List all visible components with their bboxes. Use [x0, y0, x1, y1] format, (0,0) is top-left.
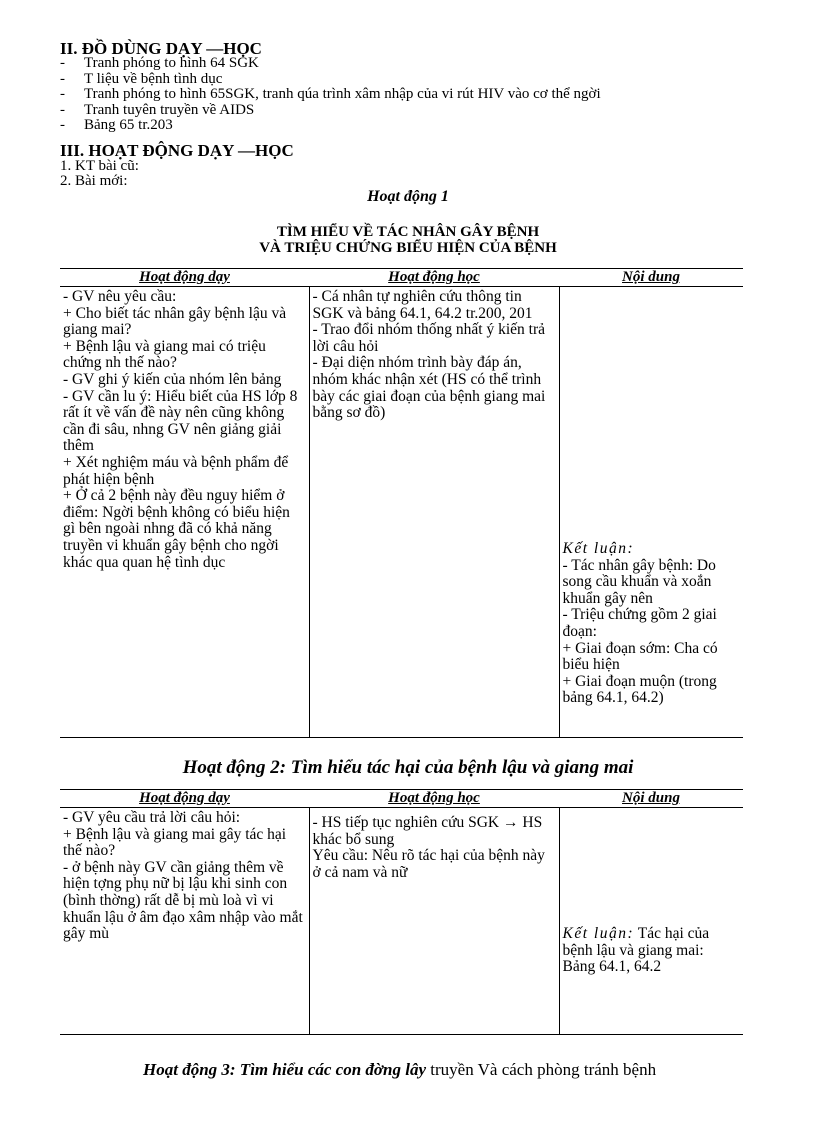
student-activities-cell: - Cá nhân tự nghiên cứu thông tin SGK và bảng 64.1, 64.2 tr.200, 201 - Trao đổi nhóm thống nhất ý kiến trả lời câu hỏi - Đại diện nhóm trình bày đáp án, nhóm khác nhận xét (HS có thể trình bày các giai đoạn của bệnh giang mai bằng sơ đồ)	[309, 287, 559, 738]
list-item: - Tranh tuyên truyền về AIDS	[60, 101, 255, 118]
content-cell: Kết luận: - Tác nhân gây bệnh: Do song cầu khuẩn và xoắn khuẩn gây nên - Triệu chứng gồm 2 giai đoạn: + Giai đoạn sớm: Cha có biểu hiện + Giai đoạn muộn (trong bảng 64.1, 64.2)	[559, 287, 743, 738]
materials-list	[60, 56, 601, 134]
section-2-title: II. ĐỒ DÙNG DẠY —HỌC	[60, 39, 262, 58]
activity-3-heading: Hoạt động 3: Tìm hiểu các con đờng lây truyền Và cách phòng tránh bệnh	[143, 1060, 657, 1079]
activity-2-heading: Hoạt động 2: Tìm hiểu tác hại của bệnh lậu và giang mai	[182, 757, 634, 778]
list-item: - Tranh phóng to hình 64 SGK	[60, 55, 259, 71]
activity-1-title-line2: VÀ TRIỆU CHỨNG BIỂU HIỆN CỦA BỆNH	[259, 240, 557, 256]
col-header-teaching: Hoạt động dạy	[60, 790, 309, 808]
conclusion-label: Kết luận:	[562, 925, 635, 942]
section-3-title: III. HOẠT ĐỘNG DẠY —HỌC	[60, 141, 294, 160]
col-header-content: Nội dung	[559, 790, 743, 808]
col-header-learning: Hoạt động học	[309, 790, 559, 808]
activity-2-table	[60, 789, 743, 1035]
table-header-row	[60, 790, 743, 808]
list-item: - T liệu về bệnh tình dục	[60, 70, 223, 87]
activity-1-title-line1: TÌM HIỂU VỀ TÁC NHÂN GÂY BỆNH	[276, 224, 540, 240]
col-header-teaching: Hoạt động dạy	[60, 269, 309, 287]
col-header-content: Nội dung	[559, 269, 743, 287]
col-header-learning: Hoạt động học	[309, 269, 559, 287]
activity-1-table	[60, 268, 743, 738]
list-item: - Tranh phóng to hình 65SGK, tranh qúa trình xâm nhập của vi rút HIV vào cơ thể ngời	[60, 86, 601, 103]
table-row	[60, 808, 743, 1035]
new-lesson: 2. Bài mới:	[60, 173, 128, 189]
list-item: - Bảng 65 tr.203	[60, 117, 173, 134]
table-header-row	[60, 269, 743, 287]
old-lesson-check: 1. KT bài cũ:	[60, 158, 139, 174]
conclusion-label: Kết luận:	[562, 540, 635, 557]
table-row	[60, 287, 743, 738]
teacher-activities-cell: - GV nêu yêu cầu: + Cho biết tác nhân gây bệnh lậu và giang mai? + Bệnh lậu và giang mai có triệu chứng nh thế nào? - GV ghi ý kiến của nhóm lên bảng - GV cần lu ý: Hiểu biết của HS lớp 8 rất ít về vấn đề này nên cũng không cần đi sâu, nhng GV nên giảng giải thêm + Xét nghiệm máu và bệnh phẩm để phát hiện bệnh + Ở cả 2 bệnh này đều nguy hiểm ở điểm: Ngời bệnh không có biểu hiện gì bên ngoài nhng đã có khả năng truyền vi khuẩn gây bệnh cho ngời khác qua quan hệ tình dục	[60, 287, 309, 738]
teacher-activities-cell: - GV yêu cầu trả lời câu hỏi: + Bệnh lậu và giang mai gây tác hại thế nào? - ở bệnh này GV cần giảng thêm về hiện tợng phụ nữ bị lậu khi sinh con (bình thờng) rất dễ bị mù loà vì vi khuẩn lậu ở âm đạo xâm nhập vào mắt gây mù	[60, 808, 309, 1035]
activity-1-heading: Hoạt động 1	[367, 188, 449, 205]
content-cell: Kết luận: Tác hại của bệnh lậu và giang mai: Bảng 64.1, 64.2	[559, 808, 743, 1035]
student-activities-cell: - HS tiếp tục nghiên cứu SGK → HS khác bổ sung Yêu cầu: Nêu rõ tác hại của bệnh này ở cả nam và nữ	[309, 808, 559, 1035]
